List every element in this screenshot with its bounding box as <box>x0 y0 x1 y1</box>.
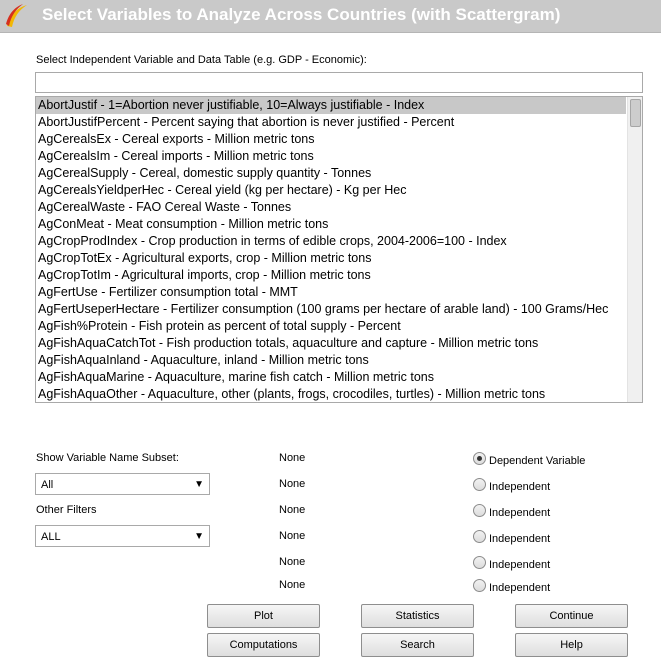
list-item[interactable]: AgCerealsYieldperHec - Cereal yield (kg per hectare) - Kg per Hec <box>38 183 407 197</box>
plot-button[interactable]: Plot <box>207 604 320 628</box>
list-item[interactable]: AbortJustif - 1=Abortion never justifiable, 10=Always justifiable - Index <box>36 97 626 114</box>
search-button[interactable]: Search <box>361 633 474 657</box>
continue-button[interactable]: Continue <box>515 604 628 628</box>
radio-button[interactable] <box>473 504 486 517</box>
other-filters-select-value: ALL <box>41 531 61 543</box>
radio-button[interactable] <box>473 579 486 592</box>
subset-select-value: All <box>41 479 54 491</box>
variable-search-label: Select Independent Variable and Data Table (e.g. GDP - Economic): <box>36 54 367 66</box>
radio-label: Independent <box>489 533 551 545</box>
statistics-button[interactable]: Statistics <box>361 604 474 628</box>
scrollbar-thumb[interactable] <box>630 99 641 127</box>
page-title: Select Variables to Analyze Across Countries (with Scattergram) <box>42 5 561 24</box>
list-item[interactable]: AgCropProdIndex - Crop production in terms of edible crops, 2004-2006=100 - Index <box>38 234 507 248</box>
slot-value-independent-4: None <box>279 556 306 568</box>
computations-button[interactable]: Computations <box>207 633 320 657</box>
list-item[interactable]: AgFertUseperHectare - Fertilizer consumption (100 grams per hectare of arable land) - 100 Grams/Hec <box>38 302 609 316</box>
app-logo-icon <box>3 2 31 30</box>
title-bar <box>0 0 661 33</box>
chevron-down-icon: ▼ <box>194 531 204 542</box>
list-item[interactable]: AgFishAquaCatchTot - Fish production totals, aquaculture and capture - Million metric tons <box>38 336 539 350</box>
subset-label: Show Variable Name Subset: <box>36 452 179 464</box>
variable-list-scrollbar[interactable] <box>627 97 642 402</box>
list-item[interactable]: AgConMeat - Meat consumption - Million metric tons <box>38 217 329 231</box>
radio-label: Dependent Variable <box>489 455 586 467</box>
list-item[interactable]: AgCerealSupply - Cereal, domestic supply quantity - Tonnes <box>38 166 372 180</box>
help-button[interactable]: Help <box>515 633 628 657</box>
radio-button[interactable] <box>473 556 486 569</box>
chevron-down-icon: ▼ <box>194 479 204 490</box>
variable-search-input[interactable] <box>35 72 643 93</box>
list-item[interactable]: AgCerealWaste - FAO Cereal Waste - Tonnes <box>38 200 292 214</box>
list-item[interactable]: AgCerealsIm - Cereal imports - Million metric tons <box>38 149 314 163</box>
list-item[interactable]: AgFishAquaMarine - Aquaculture, marine fish catch - Million metric tons <box>38 370 434 384</box>
list-item[interactable]: AgCropTotEx - Agricultural exports, crop - Million metric tons <box>38 251 372 265</box>
list-item[interactable]: AgFish%Protein - Fish protein as percent of total supply - Percent <box>38 319 401 333</box>
list-item[interactable]: AgFertUse - Fertilizer consumption total - MMT <box>38 285 298 299</box>
slot-value-independent-3: None <box>279 530 306 542</box>
radio-button[interactable] <box>473 478 486 491</box>
slot-value-independent-1: None <box>279 478 306 490</box>
slot-value-independent-2: None <box>279 504 306 516</box>
other-filters-label: Other Filters <box>36 504 97 516</box>
subset-select[interactable] <box>35 473 210 495</box>
variable-list[interactable] <box>35 96 643 403</box>
radio-label: Independent <box>489 559 551 571</box>
radio-label: Independent <box>489 582 551 594</box>
radio-button[interactable] <box>473 530 486 543</box>
radio-label: Independent <box>489 481 551 493</box>
list-item[interactable]: AbortJustifPercent - Percent saying that abortion is never justified - Percent <box>38 115 455 129</box>
other-filters-select[interactable] <box>35 525 210 547</box>
radio-label: Independent <box>489 507 551 519</box>
list-item[interactable]: AgCropTotIm - Agricultural imports, crop - Million metric tons <box>38 268 371 282</box>
slot-value-dependent: None <box>279 452 306 464</box>
radio-button[interactable] <box>473 452 486 465</box>
list-item[interactable]: AgFishAquaInland - Aquaculture, inland - Million metric tons <box>38 353 369 367</box>
list-item[interactable]: AgFishAquaOther - Aquaculture, other (plants, frogs, crocodiles, turtles) - Million metric tons <box>38 387 546 401</box>
slot-value-independent-5: None <box>279 579 306 591</box>
list-item[interactable]: AgCerealsEx - Cereal exports - Million metric tons <box>38 132 315 146</box>
